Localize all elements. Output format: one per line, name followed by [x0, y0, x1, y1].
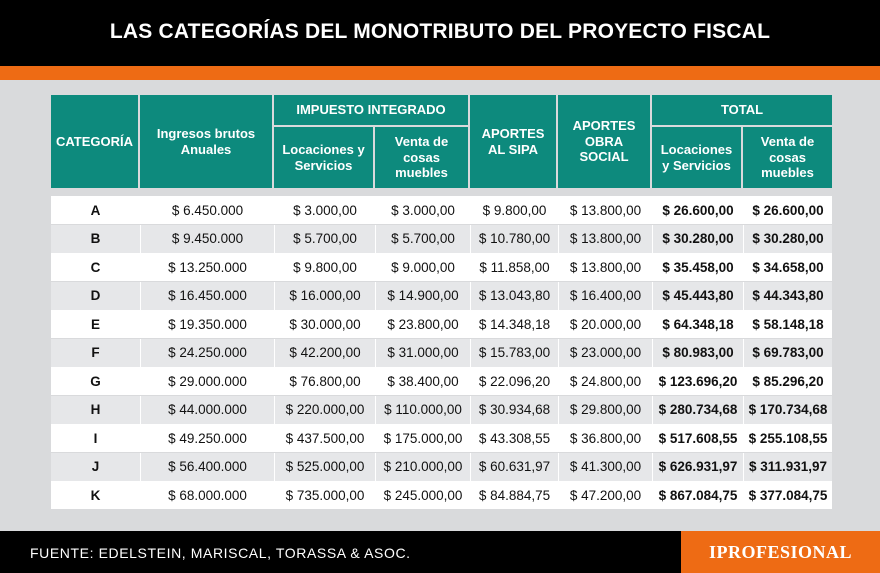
monotributo-table — [51, 95, 832, 512]
header-total: TOTAL — [652, 95, 832, 125]
cell-categoria: E — [90, 316, 100, 332]
cell-tot-venta: $ 170.734,68 — [743, 396, 832, 424]
header-aportes-sipa: APORTES AL SIPA — [470, 95, 556, 188]
header-imp-locaciones: Locaciones y Servicios — [274, 127, 373, 188]
title-bar — [0, 0, 880, 66]
header-imp-venta: Venta de cosas muebles — [375, 127, 468, 188]
cell-tot-locaciones: $ 280.734,68 — [652, 396, 743, 424]
table-row — [51, 225, 832, 253]
cell-aportes-sipa: $ 15.783,00 — [470, 339, 558, 367]
table-row — [51, 253, 832, 281]
cell-aportes-obra-social: $ 23.000,00 — [558, 339, 652, 367]
cell-aportes-sipa: $ 84.884,75 — [470, 481, 558, 509]
cell-imp-locaciones: $ 30.000,00 — [274, 310, 375, 338]
cell-aportes-sipa: $ 11.858,00 — [470, 253, 558, 281]
cell-tot-locaciones: $ 45.443,80 — [652, 282, 743, 310]
cell-aportes-obra-social: $ 36.800,00 — [558, 424, 652, 452]
cell-aportes-obra-social: $ 13.800,00 — [558, 225, 652, 253]
iprofesional-logo: IPROFESIONAL — [681, 531, 880, 573]
cell-imp-venta: $ 210.000,00 — [375, 453, 470, 481]
cell-ingresos: $ 9.450.000 — [140, 225, 274, 253]
cell-imp-locaciones: $ 76.800,00 — [274, 367, 375, 395]
cell-categoria: B — [90, 231, 101, 246]
cell-aportes-obra-social: $ 20.000,00 — [558, 310, 652, 338]
cell-tot-venta: $ 58.148,18 — [743, 310, 832, 338]
cell-imp-venta: $ 3.000,00 — [375, 196, 470, 224]
cell-ingresos: $ 44.000.000 — [140, 396, 274, 424]
header-ingresos: Ingresos brutos Anuales — [140, 95, 272, 188]
cell-aportes-obra-social: $ 41.300,00 — [558, 453, 652, 481]
header-tot-venta: Venta de cosas muebles — [743, 127, 832, 188]
cell-aportes-obra-social: $ 13.800,00 — [558, 196, 652, 224]
cell-aportes-sipa: $ 22.096,20 — [470, 367, 558, 395]
cell-ingresos: $ 13.250.000 — [140, 253, 274, 281]
cell-tot-locaciones: $ 80.983,00 — [652, 339, 743, 367]
cell-tot-locaciones: $ 123.696,20 — [652, 367, 743, 395]
cell-categoria: I — [93, 430, 98, 446]
cell-aportes-sipa: $ 10.780,00 — [470, 225, 558, 253]
cell-tot-venta: $ 26.600,00 — [743, 196, 832, 224]
table-row — [51, 310, 832, 338]
table-row — [51, 282, 832, 310]
cell-tot-venta: $ 377.084,75 — [743, 481, 832, 509]
cell-imp-venta: $ 14.900,00 — [375, 282, 470, 310]
cell-imp-venta: $ 38.400,00 — [375, 367, 470, 395]
table-row — [51, 396, 832, 424]
cell-imp-locaciones: $ 16.000,00 — [274, 282, 375, 310]
header-impuesto-integrado: IMPUESTO INTEGRADO — [274, 95, 468, 125]
cell-tot-locaciones: $ 64.348,18 — [652, 310, 743, 338]
cell-tot-venta: $ 34.658,00 — [743, 253, 832, 281]
cell-ingresos: $ 56.400.000 — [140, 453, 274, 481]
cell-imp-locaciones: $ 220.000,00 — [274, 396, 375, 424]
cell-tot-locaciones: $ 867.084,75 — [652, 481, 743, 509]
cell-tot-locaciones: $ 35.458,00 — [652, 253, 743, 281]
cell-ingresos: $ 16.450.000 — [140, 282, 274, 310]
cell-categoria: A — [90, 202, 101, 218]
page-title: LAS CATEGORÍAS DEL MONOTRIBUTO DEL PROYECTO FISCAL — [109, 20, 771, 43]
cell-aportes-sipa: $ 14.348,18 — [470, 310, 558, 338]
source-note: FUENTE: EDELSTEIN, MARISCAL, TORASSA & ASOC. — [30, 545, 411, 561]
header-aportes-obra-social: APORTES OBRA SOCIAL — [558, 95, 650, 188]
cell-tot-venta: $ 85.296,20 — [743, 367, 832, 395]
cell-aportes-obra-social: $ 47.200,00 — [558, 481, 652, 509]
cell-categoria: H — [90, 402, 101, 417]
cell-ingresos: $ 19.350.000 — [140, 310, 274, 338]
cell-categoria: C — [90, 259, 101, 275]
cell-aportes-obra-social: $ 24.800,00 — [558, 367, 652, 395]
cell-tot-venta: $ 44.343,80 — [743, 282, 832, 310]
cell-aportes-sipa: $ 60.631,97 — [470, 453, 558, 481]
cell-categoria: F — [91, 345, 100, 360]
cell-aportes-obra-social: $ 29.800,00 — [558, 396, 652, 424]
table-row — [51, 339, 832, 367]
table-row — [51, 453, 832, 481]
cell-imp-locaciones: $ 735.000,00 — [274, 481, 375, 509]
cell-aportes-sipa: $ 43.308,55 — [470, 424, 558, 452]
cell-aportes-obra-social: $ 13.800,00 — [558, 253, 652, 281]
cell-categoria: D — [90, 288, 101, 303]
cell-ingresos: $ 6.450.000 — [140, 196, 274, 224]
cell-tot-locaciones: $ 517.608,55 — [652, 424, 743, 452]
cell-tot-venta: $ 69.783,00 — [743, 339, 832, 367]
table-row — [51, 196, 832, 224]
cell-imp-venta: $ 9.000,00 — [375, 253, 470, 281]
cell-tot-locaciones: $ 30.280,00 — [652, 225, 743, 253]
cell-imp-venta: $ 31.000,00 — [375, 339, 470, 367]
cell-aportes-sipa: $ 13.043,80 — [470, 282, 558, 310]
cell-ingresos: $ 49.250.000 — [140, 424, 274, 452]
cell-imp-venta: $ 175.000,00 — [375, 424, 470, 452]
cell-ingresos: $ 68.000.000 — [140, 481, 274, 509]
cell-imp-locaciones: $ 9.800,00 — [274, 253, 375, 281]
cell-imp-locaciones: $ 525.000,00 — [274, 453, 375, 481]
cell-categoria: G — [90, 373, 101, 389]
cell-imp-venta: $ 5.700,00 — [375, 225, 470, 253]
header-categoria: CATEGORÍA — [51, 95, 138, 188]
cell-aportes-sipa: $ 30.934,68 — [470, 396, 558, 424]
cell-categoria: K — [90, 487, 101, 503]
cell-aportes-obra-social: $ 16.400,00 — [558, 282, 652, 310]
cell-imp-venta: $ 23.800,00 — [375, 310, 470, 338]
table-row — [51, 367, 832, 395]
cell-imp-venta: $ 110.000,00 — [375, 396, 470, 424]
cell-imp-locaciones: $ 5.700,00 — [274, 225, 375, 253]
cell-imp-locaciones: $ 437.500,00 — [274, 424, 375, 452]
cell-imp-locaciones: $ 3.000,00 — [274, 196, 375, 224]
header-tot-locaciones: Locaciones y Servicios — [652, 127, 741, 188]
cell-aportes-sipa: $ 9.800,00 — [470, 196, 558, 224]
cell-tot-venta: $ 30.280,00 — [743, 225, 832, 253]
table-row — [51, 481, 832, 509]
cell-tot-venta: $ 255.108,55 — [743, 424, 832, 452]
cell-tot-locaciones: $ 26.600,00 — [652, 196, 743, 224]
cell-tot-locaciones: $ 626.931,97 — [652, 453, 743, 481]
cell-imp-venta: $ 245.000,00 — [375, 481, 470, 509]
cell-tot-venta: $ 311.931,97 — [743, 453, 832, 481]
cell-ingresos: $ 29.000.000 — [140, 367, 274, 395]
table-row — [51, 424, 832, 452]
accent-strip — [0, 66, 880, 80]
cell-imp-locaciones: $ 42.200,00 — [274, 339, 375, 367]
cell-ingresos: $ 24.250.000 — [140, 339, 274, 367]
cell-categoria: J — [91, 459, 100, 474]
